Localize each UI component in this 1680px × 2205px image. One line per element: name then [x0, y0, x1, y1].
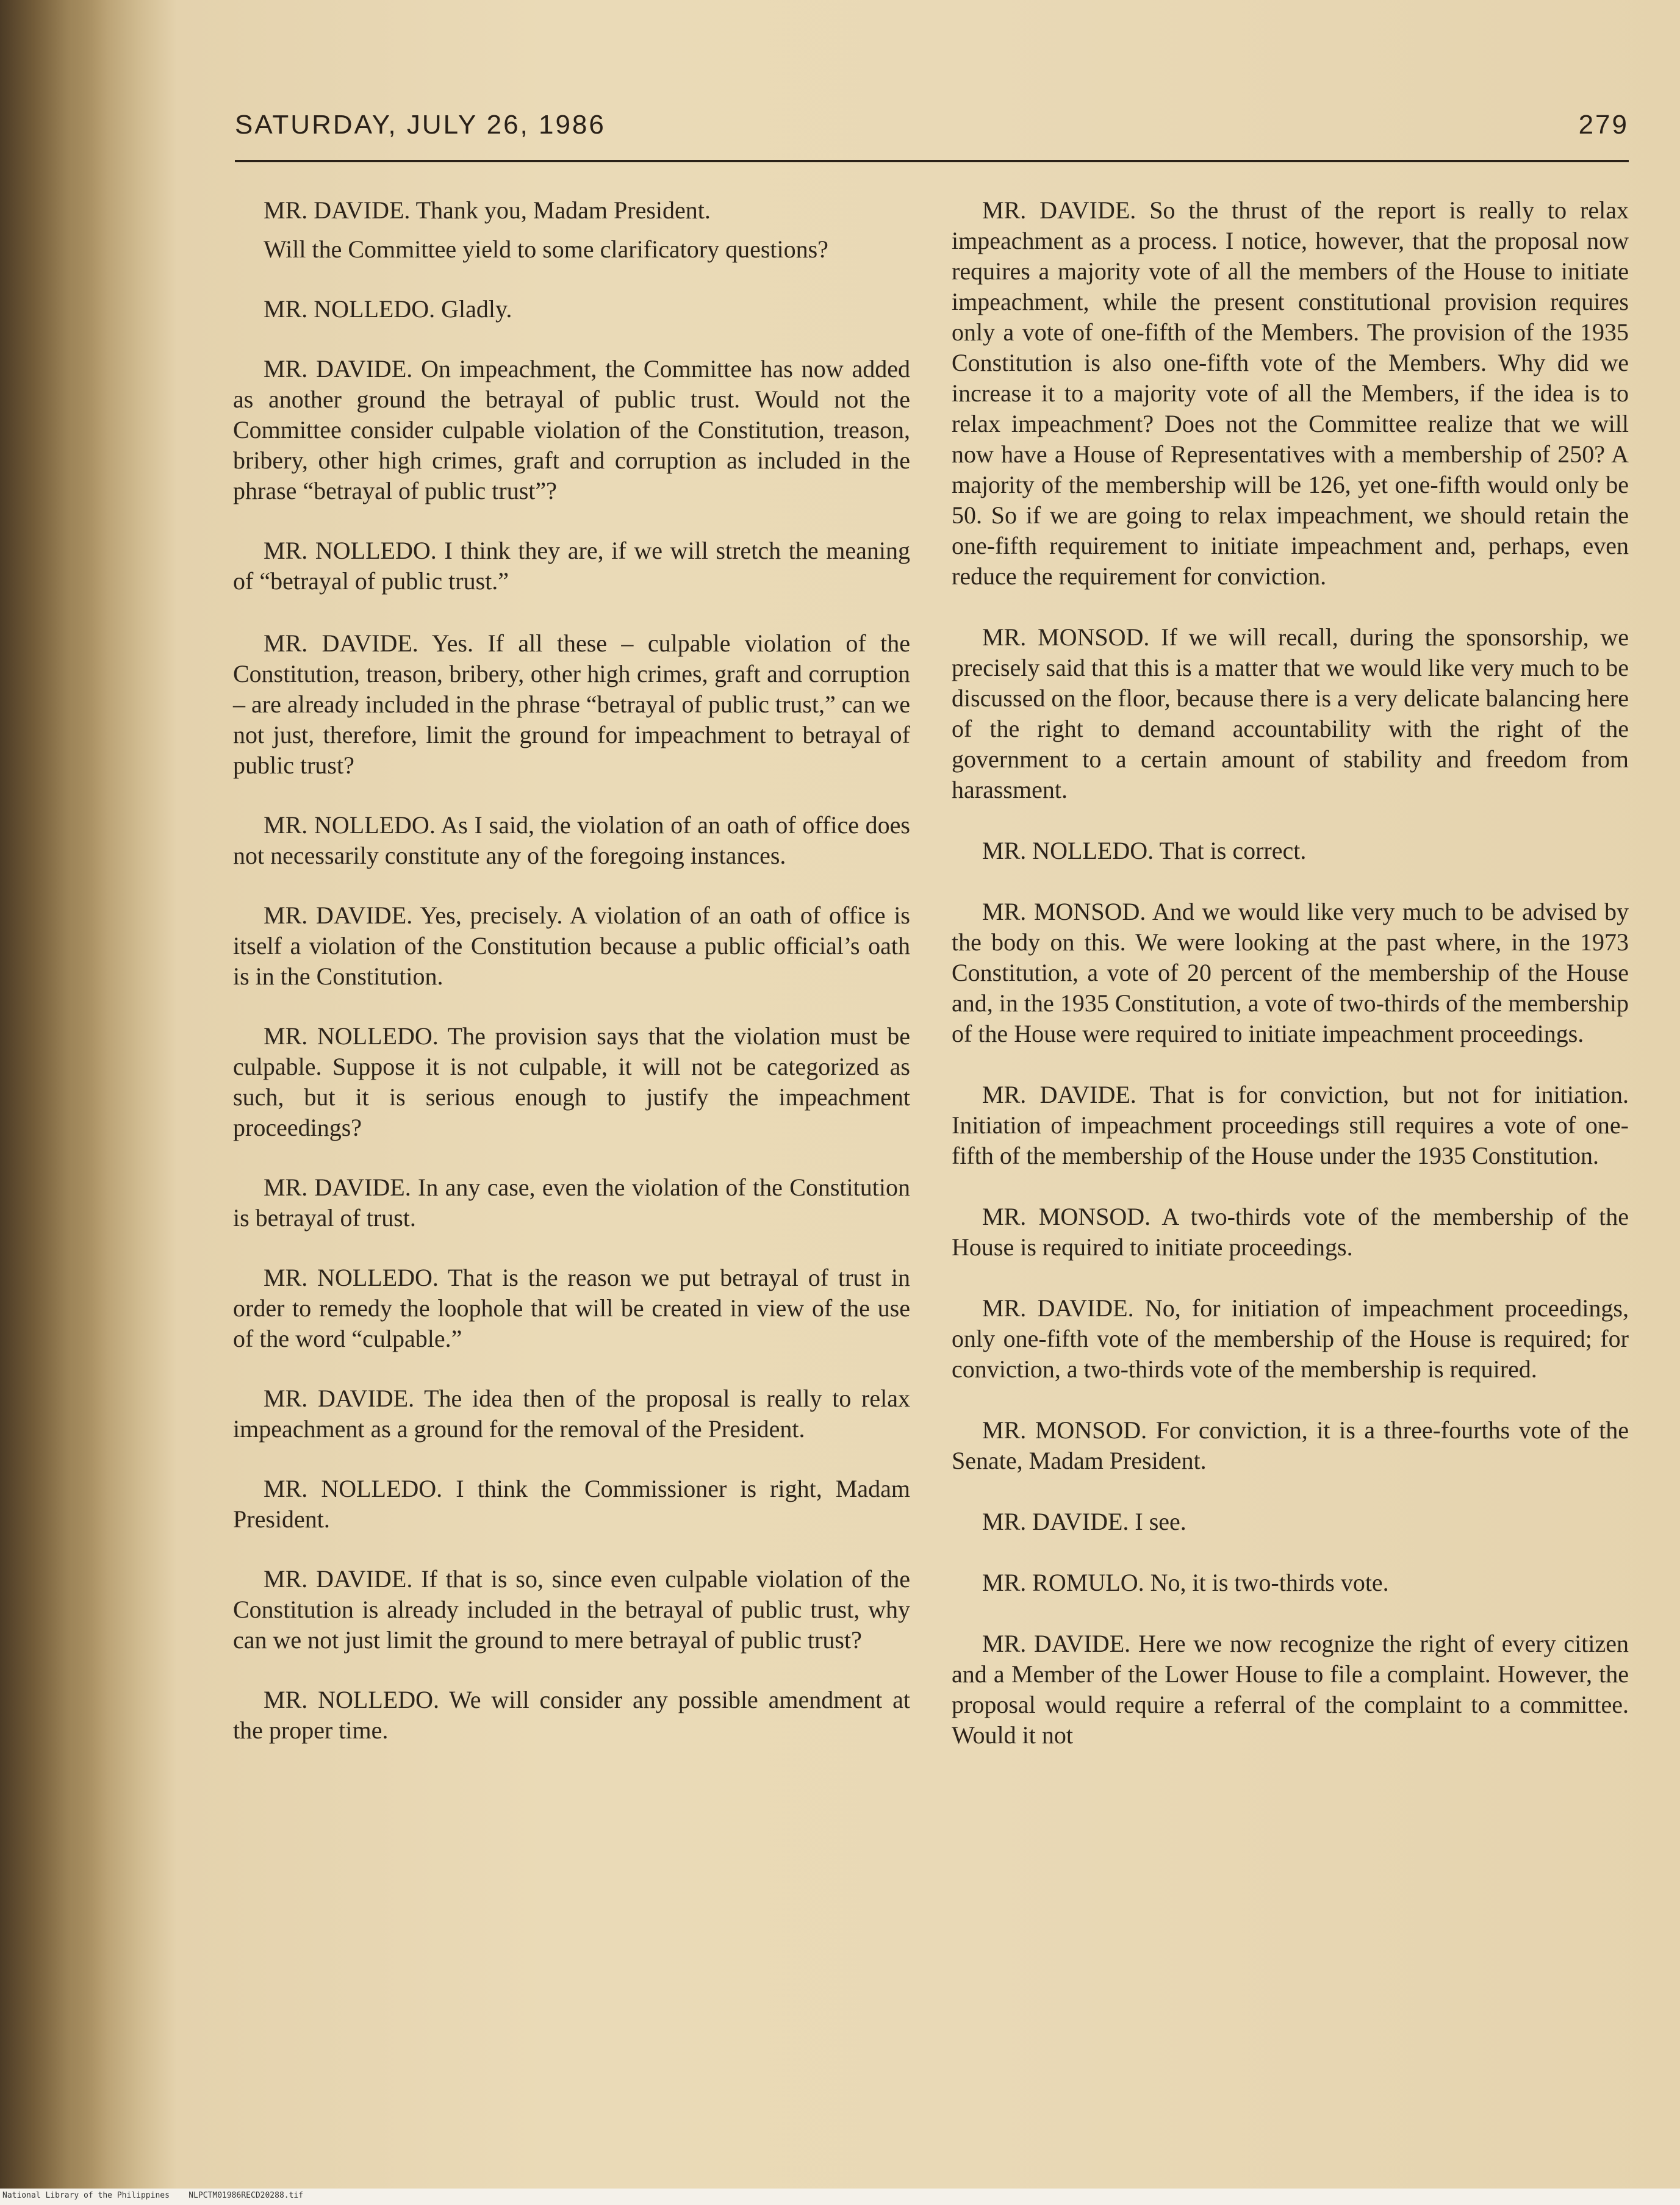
paragraph: MR. NOLLEDO. I think the Commissioner is right, Madam President. [233, 1475, 910, 1533]
paragraph: MR. DAVIDE. I see. [982, 1508, 1186, 1535]
paragraph: MR. DAVIDE. Yes, precisely. A violation of an oath of office is itself a violation of the Constitution because a public official’s oath is in the Constitution. [233, 902, 910, 990]
paragraph: MR. DAVIDE. Thank you, Madam President. [264, 196, 711, 224]
paragraph: MR. NOLLEDO. That is correct. [982, 837, 1307, 864]
paragraph: MR. MONSOD. For conviction, it is a three-fourths vote of the Senate, Madam President. [952, 1416, 1629, 1474]
paragraph: MR. DAVIDE. No, for initiation of impeachment proceedings, only one-fifth vote of the membership of the House is required; for conviction, a two-thirds vote of the membership is required. [952, 1294, 1629, 1383]
paragraph: MR. DAVIDE. So the thrust of the report is really to relax impeachment as a process. I notice, however, that the proposal now requires a majority vote of all the members of the House to initiate impeachment, while the present constitutional provision requires only a vote of one-fifth of the Members. The provision of the 1935 Constitution is also one-fifth vote of the Members. Why did we increase it to a majority vote of all the Members, if the idea is to relax impeachment? Does not the Committee realize that we will now have a House of Representatives with a membership of 250? A majority of the membership will be 126, yet one-fifth would only be 50. So if we are going to relax impeachment, we should retain the one-fifth requirement to initiate impeachment and, perhaps, even reduce the requirement for conviction. [952, 196, 1629, 590]
paragraph: MR. MONSOD. And we would like very much to be advised by the body on this. We were looking at the past where, in the 1973 Constitution, a vote of 20 percent of the membership of the House and, in the 1935 Constitution, a vote of two-thirds of the membership of the House were required to initiate impeachment proceedings. [952, 898, 1629, 1047]
paragraph: MR. NOLLEDO. I think they are, if we will stretch the meaning of “betrayal of public trust.” [233, 537, 910, 595]
header-date: SATURDAY, JULY 26, 1986 [235, 110, 606, 140]
paragraph: MR. NOLLEDO. Gladly. [264, 295, 512, 323]
left-column [233, 195, 910, 1746]
paragraph: MR. DAVIDE. If that is so, since even culpable violation of the Constitution is already included in the betrayal of public trust, why can we not just limit the ground to mere betrayal of public trust? [233, 1565, 910, 1654]
paragraph: MR. DAVIDE. That is for conviction, but not for initiation. Initiation of impeachment proceedings still requires a vote of one-fifth of the membership of the House under the 1935 Constitution. [952, 1081, 1629, 1169]
paragraph: MR. DAVIDE. Here we now recognize the right of every citizen and a Member of the Lower House to file a complaint. However, the proposal would require a referral of the complaint to a committee. Would it not [952, 1630, 1629, 1749]
page-number: 279 [1578, 110, 1629, 140]
page-header [235, 110, 1629, 152]
paragraph: MR. MONSOD. A two-thirds vote of the membership of the House is required to initiate proceedings. [952, 1203, 1629, 1261]
paragraph: MR. NOLLEDO. The provision says that the violation must be culpable. Suppose it is not culpable, it will not be categorized as such, but it is serious enough to justify the impeachment proceedings? [233, 1022, 910, 1141]
paragraph: MR. ROMULO. No, it is two-thirds vote. [982, 1569, 1389, 1596]
paragraph: MR. NOLLEDO. As I said, the violation of an oath of office does not necessarily constitute any of the foregoing instances. [233, 811, 910, 869]
paragraph: MR. DAVIDE. On impeachment, the Committee has now added as another ground the betrayal of public trust. Would not the Committee consider culpable violation of the Constitution, treason, bribery, other high crimes, graft and corruption as included in the phrase “betrayal of public trust”? [233, 355, 910, 504]
paragraph: MR. NOLLEDO. That is the reason we put betrayal of trust in order to remedy the loophole that will be created in view of the use of the word “culpable.” [233, 1264, 910, 1352]
paragraph: MR. NOLLEDO. We will consider any possible amendment at the proper time. [233, 1686, 910, 1744]
paragraph: MR. DAVIDE. Yes. If all these – culpable violation of the Constitution, treason, bribery, other high crimes, graft and corruption – are already included in the phrase “betrayal of public trust,” can we not just, therefore, limit the ground for impeachment to betrayal of public trust? [233, 629, 910, 779]
scan-footer-label: National Library of the Philippines NLPCTM01986RECD20288.tif [2, 2191, 304, 2200]
paragraph: MR. DAVIDE. In any case, even the violation of the Constitution is betrayal of trust. [233, 1174, 910, 1232]
paragraph: MR. MONSOD. If we will recall, during the sponsorship, we precisely said that this is a matter that we would like very much to be discussed on the floor, because there is a very delicate balancing here of the right to demand accountability with the right of the government to a certain amount of stability and freedom from harassment. [952, 623, 1629, 803]
paragraph: Will the Committee yield to some clarificatory questions? [264, 235, 828, 263]
book-spine-shadow [0, 0, 107, 2190]
paragraph: MR. DAVIDE. The idea then of the proposal is really to relax impeachment as a ground for the removal of the President. [233, 1385, 910, 1443]
header-rule [235, 160, 1629, 162]
right-column [952, 195, 1629, 1751]
